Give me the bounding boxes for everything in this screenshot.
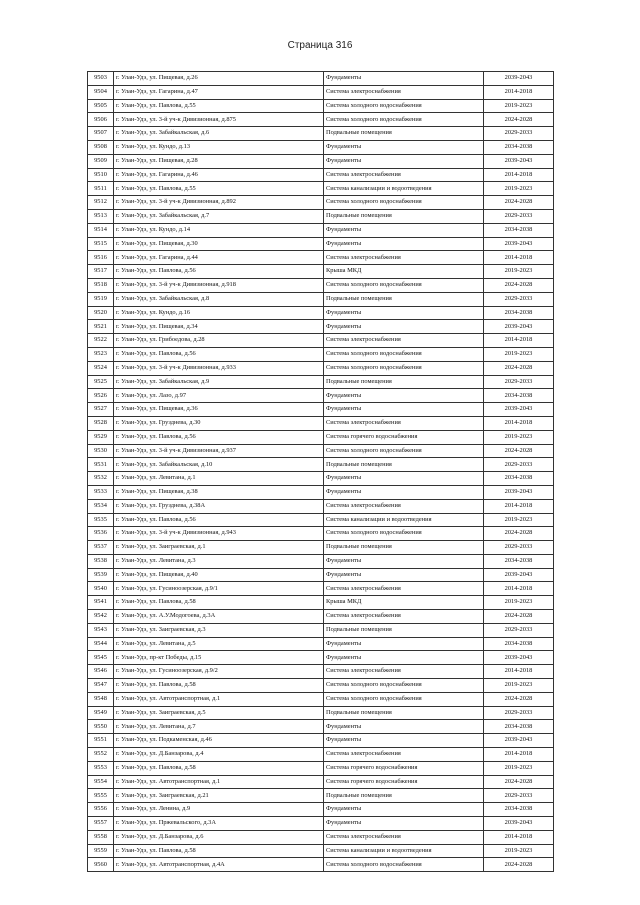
system-cell: Фундаменты [324, 223, 484, 237]
table-row [88, 430, 554, 444]
address-cell: г. Улан-Удэ, ул. Д.Банзарова, д.4 [114, 748, 324, 762]
table-row [88, 734, 554, 748]
row-number-cell: 9551 [88, 734, 114, 748]
address-cell: г. Улан-Удэ, ул. Пищевая, д.26 [114, 72, 324, 86]
table-row [88, 292, 554, 306]
row-number-cell: 9526 [88, 389, 114, 403]
row-number-cell: 9512 [88, 196, 114, 210]
table-row [88, 251, 554, 265]
period-cell: 2029-2033 [484, 292, 554, 306]
row-number-cell: 9559 [88, 844, 114, 858]
row-number-cell: 9510 [88, 168, 114, 182]
system-cell: Система канализации и водоотведения [324, 513, 484, 527]
system-cell: Система электроснабжения [324, 416, 484, 430]
system-cell: Система электроснабжения [324, 168, 484, 182]
period-cell: 2034-2038 [484, 306, 554, 320]
system-cell: Фундаменты [324, 140, 484, 154]
system-cell: Подвальные помещения [324, 127, 484, 141]
row-number-cell: 9554 [88, 775, 114, 789]
address-cell: г. Улан-Удэ, ул. 3-й уч-к Дивизионная, д.875 [114, 113, 324, 127]
address-cell: г. Улан-Удэ, ул. Кундо, д.13 [114, 140, 324, 154]
period-cell: 2024-2028 [484, 775, 554, 789]
row-number-cell: 9557 [88, 817, 114, 831]
system-cell: Система холодного водоснабжения [324, 99, 484, 113]
period-cell: 2039-2043 [484, 568, 554, 582]
period-cell: 2039-2043 [484, 403, 554, 417]
period-cell: 2019-2023 [484, 513, 554, 527]
period-cell: 2019-2023 [484, 430, 554, 444]
period-cell: 2024-2028 [484, 113, 554, 127]
period-cell: 2039-2043 [484, 817, 554, 831]
period-cell: 2014-2018 [484, 830, 554, 844]
period-cell: 2034-2038 [484, 637, 554, 651]
table-row [88, 748, 554, 762]
period-cell: 2024-2028 [484, 444, 554, 458]
row-number-cell: 9514 [88, 223, 114, 237]
period-cell: 2014-2018 [484, 582, 554, 596]
row-number-cell: 9534 [88, 499, 114, 513]
address-cell: г. Улан-Удэ, ул. А.У.Модогоева, д.3А [114, 610, 324, 624]
table-row [88, 389, 554, 403]
row-number-cell: 9522 [88, 334, 114, 348]
period-cell: 2039-2043 [484, 237, 554, 251]
address-cell: г. Улан-Удэ, ул. 3-й уч-к Дивизионная, д.933 [114, 361, 324, 375]
row-number-cell: 9537 [88, 541, 114, 555]
row-number-cell: 9515 [88, 237, 114, 251]
period-cell: 2029-2033 [484, 127, 554, 141]
row-number-cell: 9518 [88, 278, 114, 292]
period-cell: 2029-2033 [484, 458, 554, 472]
address-cell: г. Улан-Удэ, ул. Лазо, д.97 [114, 389, 324, 403]
system-cell: Система холодного водоснабжения [324, 692, 484, 706]
table-row [88, 568, 554, 582]
system-cell: Фундаменты [324, 485, 484, 499]
period-cell: 2039-2043 [484, 485, 554, 499]
period-cell: 2014-2018 [484, 251, 554, 265]
row-number-cell: 9505 [88, 99, 114, 113]
table-row [88, 209, 554, 223]
address-cell: г. Улан-Удэ, ул. Забайкальская, д.6 [114, 127, 324, 141]
table-row [88, 485, 554, 499]
table-row [88, 127, 554, 141]
period-cell: 2034-2038 [484, 554, 554, 568]
row-number-cell: 9548 [88, 692, 114, 706]
address-cell: г. Улан-Удэ, ул. Автотранспортная, д.1 [114, 775, 324, 789]
period-cell: 2034-2038 [484, 223, 554, 237]
row-number-cell: 9528 [88, 416, 114, 430]
table-row [88, 265, 554, 279]
table-row [88, 72, 554, 86]
row-number-cell: 9521 [88, 320, 114, 334]
period-cell: 2029-2033 [484, 706, 554, 720]
address-cell: г. Улан-Удэ, ул. Заиграевская, д.5 [114, 706, 324, 720]
system-cell: Система электроснабжения [324, 85, 484, 99]
address-cell: г. Улан-Удэ, ул. Павлова, д.58 [114, 761, 324, 775]
row-number-cell: 9549 [88, 706, 114, 720]
system-cell: Система электроснабжения [324, 499, 484, 513]
system-cell: Система горячего водоснабжения [324, 775, 484, 789]
system-cell: Система холодного водоснабжения [324, 858, 484, 872]
table-row [88, 444, 554, 458]
row-number-cell: 9509 [88, 154, 114, 168]
system-cell: Система горячего водоснабжения [324, 761, 484, 775]
period-cell: 2034-2038 [484, 803, 554, 817]
row-number-cell: 9556 [88, 803, 114, 817]
system-cell: Система холодного водоснабжения [324, 347, 484, 361]
table-row [88, 223, 554, 237]
period-cell: 2014-2018 [484, 168, 554, 182]
address-cell: г. Улан-Удэ, ул. Кундо, д.14 [114, 223, 324, 237]
row-number-cell: 9525 [88, 375, 114, 389]
system-cell: Система холодного водоснабжения [324, 196, 484, 210]
system-cell: Фундаменты [324, 320, 484, 334]
registry-table [87, 71, 554, 872]
address-cell: г. Улан-Удэ, ул. Заиграевская, д.21 [114, 789, 324, 803]
address-cell: г. Улан-Удэ, ул. Левитана, д.3 [114, 554, 324, 568]
row-number-cell: 9504 [88, 85, 114, 99]
period-cell: 2024-2028 [484, 278, 554, 292]
system-cell: Фундаменты [324, 72, 484, 86]
row-number-cell: 9558 [88, 830, 114, 844]
system-cell: Система электроснабжения [324, 610, 484, 624]
system-cell: Система холодного водоснабжения [324, 527, 484, 541]
row-number-cell: 9539 [88, 568, 114, 582]
period-cell: 2024-2028 [484, 196, 554, 210]
period-cell: 2014-2018 [484, 748, 554, 762]
system-cell: Фундаменты [324, 154, 484, 168]
system-cell: Система канализации и водоотведения [324, 182, 484, 196]
system-cell: Фундаменты [324, 568, 484, 582]
address-cell: г. Улан-Удэ, ул. Забайкальская, д.10 [114, 458, 324, 472]
table-row [88, 196, 554, 210]
table-row [88, 237, 554, 251]
row-number-cell: 9533 [88, 485, 114, 499]
address-cell: г. Улан-Удэ, ул. Гагарина, д.44 [114, 251, 324, 265]
table-row [88, 140, 554, 154]
table-row [88, 472, 554, 486]
system-cell: Система холодного водоснабжения [324, 361, 484, 375]
registry-table-body [88, 72, 554, 872]
address-cell: г. Улан-Удэ, ул. Гагарина, д.47 [114, 85, 324, 99]
row-number-cell: 9540 [88, 582, 114, 596]
system-cell: Система электроснабжения [324, 748, 484, 762]
row-number-cell: 9552 [88, 748, 114, 762]
row-number-cell: 9506 [88, 113, 114, 127]
system-cell: Система холодного водоснабжения [324, 113, 484, 127]
row-number-cell: 9544 [88, 637, 114, 651]
row-number-cell: 9529 [88, 430, 114, 444]
address-cell: г. Улан-Удэ, ул. Грузднева, д.30 [114, 416, 324, 430]
period-cell: 2019-2023 [484, 596, 554, 610]
system-cell: Система горячего водоснабжения [324, 430, 484, 444]
system-cell: Система холодного водоснабжения [324, 444, 484, 458]
table-row [88, 789, 554, 803]
period-cell: 2039-2043 [484, 734, 554, 748]
row-number-cell: 9516 [88, 251, 114, 265]
address-cell: г. Улан-Удэ, ул. Забайкальская, д.8 [114, 292, 324, 306]
row-number-cell: 9519 [88, 292, 114, 306]
system-cell: Система электроснабжения [324, 665, 484, 679]
system-cell: Фундаменты [324, 637, 484, 651]
address-cell: г. Улан-Удэ, ул. Павлова, д.58 [114, 679, 324, 693]
address-cell: г. Улан-Удэ, ул. Автотранспортная, д.4А [114, 858, 324, 872]
row-number-cell: 9507 [88, 127, 114, 141]
system-cell: Подвальные помещения [324, 706, 484, 720]
address-cell: г. Улан-Удэ, ул. 3-й уч-к Дивизионная, д.892 [114, 196, 324, 210]
system-cell: Фундаменты [324, 817, 484, 831]
system-cell: Система электроснабжения [324, 582, 484, 596]
table-row [88, 458, 554, 472]
table-row [88, 278, 554, 292]
table-row [88, 692, 554, 706]
table-row [88, 416, 554, 430]
period-cell: 2019-2023 [484, 761, 554, 775]
address-cell: г. Улан-Удэ, ул. Заиграевская, д.1 [114, 541, 324, 555]
period-cell: 2039-2043 [484, 154, 554, 168]
row-number-cell: 9524 [88, 361, 114, 375]
table-row [88, 817, 554, 831]
address-cell: г. Улан-Удэ, ул. Пищевая, д.36 [114, 403, 324, 417]
address-cell: г. Улан-Удэ, ул. Павлова, д.56 [114, 430, 324, 444]
row-number-cell: 9545 [88, 651, 114, 665]
table-row [88, 610, 554, 624]
table-row [88, 527, 554, 541]
address-cell: г. Улан-Удэ, ул. Подкаменская, д.46 [114, 734, 324, 748]
period-cell: 2024-2028 [484, 361, 554, 375]
address-cell: г. Улан-Удэ, ул. Павлова, д.55 [114, 99, 324, 113]
address-cell: г. Улан-Удэ, ул. Д.Банзарова, д.6 [114, 830, 324, 844]
table-row [88, 513, 554, 527]
table-row [88, 320, 554, 334]
system-cell: Крыша МКД [324, 265, 484, 279]
row-number-cell: 9503 [88, 72, 114, 86]
address-cell: г. Улан-Удэ, пр-кт Победы, д.15 [114, 651, 324, 665]
period-cell: 2019-2023 [484, 182, 554, 196]
system-cell: Подвальные помещения [324, 458, 484, 472]
table-row [88, 623, 554, 637]
period-cell: 2039-2043 [484, 651, 554, 665]
period-cell: 2034-2038 [484, 720, 554, 734]
row-number-cell: 9542 [88, 610, 114, 624]
address-cell: г. Улан-Удэ, ул. Грузднева, д.38А [114, 499, 324, 513]
page-header: Страница 316 [287, 40, 353, 51]
address-cell: г. Улан-Удэ, ул. 3-й уч-к Дивизионная, д.943 [114, 527, 324, 541]
table-row [88, 99, 554, 113]
table-row [88, 582, 554, 596]
system-cell: Фундаменты [324, 389, 484, 403]
system-cell: Крыша МКД [324, 596, 484, 610]
system-cell: Система холодного водоснабжения [324, 679, 484, 693]
address-cell: г. Улан-Удэ, ул. Павлова, д.56 [114, 513, 324, 527]
table-row [88, 720, 554, 734]
address-cell: г. Улан-Удэ, ул. Пржевальского, д.3А [114, 817, 324, 831]
system-cell: Система холодного водоснабжения [324, 278, 484, 292]
period-cell: 2014-2018 [484, 334, 554, 348]
period-cell: 2024-2028 [484, 692, 554, 706]
table-row [88, 403, 554, 417]
table-row [88, 541, 554, 555]
period-cell: 2014-2018 [484, 499, 554, 513]
table-row [88, 554, 554, 568]
system-cell: Фундаменты [324, 554, 484, 568]
address-cell: г. Улан-Удэ, ул. Пищевая, д.38 [114, 485, 324, 499]
period-cell: 2019-2023 [484, 347, 554, 361]
address-cell: г. Улан-Удэ, ул. Гусиноозерская, д.9/1 [114, 582, 324, 596]
address-cell: г. Улан-Удэ, ул. Левитана, д.7 [114, 720, 324, 734]
period-cell: 2019-2023 [484, 265, 554, 279]
period-cell: 2014-2018 [484, 85, 554, 99]
period-cell: 2024-2028 [484, 527, 554, 541]
system-cell: Система электроснабжения [324, 251, 484, 265]
period-cell: 2029-2033 [484, 375, 554, 389]
period-cell: 2039-2043 [484, 320, 554, 334]
address-cell: г. Улан-Удэ, ул. Забайкальская, д.9 [114, 375, 324, 389]
address-cell: г. Улан-Удэ, ул. Левитана, д.5 [114, 637, 324, 651]
address-cell: г. Улан-Удэ, ул. Пищевая, д.28 [114, 154, 324, 168]
system-cell: Подвальные помещения [324, 789, 484, 803]
table-row [88, 651, 554, 665]
system-cell: Подвальные помещения [324, 623, 484, 637]
system-cell: Подвальные помещения [324, 292, 484, 306]
system-cell: Фундаменты [324, 651, 484, 665]
period-cell: 2019-2023 [484, 99, 554, 113]
address-cell: г. Улан-Удэ, ул. Пищевая, д.34 [114, 320, 324, 334]
period-cell: 2024-2028 [484, 610, 554, 624]
system-cell: Фундаменты [324, 720, 484, 734]
period-cell: 2014-2018 [484, 665, 554, 679]
period-cell: 2014-2018 [484, 416, 554, 430]
system-cell: Фундаменты [324, 237, 484, 251]
table-row [88, 306, 554, 320]
table-row [88, 347, 554, 361]
table-row [88, 706, 554, 720]
address-cell: г. Улан-Удэ, ул. Гусиноозерская, д.9/2 [114, 665, 324, 679]
system-cell: Система канализации и водоотведения [324, 844, 484, 858]
address-cell: г. Улан-Удэ, ул. Ленина, д.9 [114, 803, 324, 817]
period-cell: 2029-2033 [484, 789, 554, 803]
row-number-cell: 9560 [88, 858, 114, 872]
table-row [88, 154, 554, 168]
table-row [88, 761, 554, 775]
period-cell: 2019-2023 [484, 679, 554, 693]
address-cell: г. Улан-Удэ, ул. Кундо, д.16 [114, 306, 324, 320]
row-number-cell: 9535 [88, 513, 114, 527]
address-cell: г. Улан-Удэ, ул. Павлова, д.56 [114, 347, 324, 361]
system-cell: Подвальные помещения [324, 541, 484, 555]
address-cell: г. Улан-Удэ, ул. Автотранспортная, д.1 [114, 692, 324, 706]
row-number-cell: 9541 [88, 596, 114, 610]
period-cell: 2029-2033 [484, 209, 554, 223]
table-row [88, 113, 554, 127]
system-cell: Система электроснабжения [324, 830, 484, 844]
address-cell: г. Улан-Удэ, ул. 3-й уч-к Дивизионная, д.918 [114, 278, 324, 292]
row-number-cell: 9531 [88, 458, 114, 472]
row-number-cell: 9555 [88, 789, 114, 803]
table-row [88, 85, 554, 99]
table-row [88, 596, 554, 610]
period-cell: 2024-2028 [484, 858, 554, 872]
row-number-cell: 9550 [88, 720, 114, 734]
table-row [88, 168, 554, 182]
row-number-cell: 9543 [88, 623, 114, 637]
table-row [88, 499, 554, 513]
table-row [88, 679, 554, 693]
address-cell: г. Улан-Удэ, ул. Пищевая, д.40 [114, 568, 324, 582]
table-row [88, 858, 554, 872]
row-number-cell: 9517 [88, 265, 114, 279]
system-cell: Фундаменты [324, 803, 484, 817]
table-row [88, 361, 554, 375]
address-cell: г. Улан-Удэ, ул. Грибоедова, д.28 [114, 334, 324, 348]
table-row [88, 637, 554, 651]
system-cell: Фундаменты [324, 472, 484, 486]
row-number-cell: 9520 [88, 306, 114, 320]
address-cell: г. Улан-Удэ, ул. Павлова, д.56 [114, 265, 324, 279]
system-cell: Подвальные помещения [324, 375, 484, 389]
row-number-cell: 9538 [88, 554, 114, 568]
row-number-cell: 9547 [88, 679, 114, 693]
system-cell: Фундаменты [324, 734, 484, 748]
table-row [88, 844, 554, 858]
system-cell: Фундаменты [324, 403, 484, 417]
row-number-cell: 9523 [88, 347, 114, 361]
table-row [88, 830, 554, 844]
address-cell: г. Улан-Удэ, ул. Левитана, д.1 [114, 472, 324, 486]
table-row [88, 775, 554, 789]
row-number-cell: 9536 [88, 527, 114, 541]
address-cell: г. Улан-Удэ, ул. Пищевая, д.30 [114, 237, 324, 251]
period-cell: 2029-2033 [484, 541, 554, 555]
table-row [88, 665, 554, 679]
table-row [88, 334, 554, 348]
row-number-cell: 9546 [88, 665, 114, 679]
address-cell: г. Улан-Удэ, ул. Забайкальская, д.7 [114, 209, 324, 223]
address-cell: г. Улан-Удэ, ул. 3-й уч-к Дивизионная, д.937 [114, 444, 324, 458]
row-number-cell: 9527 [88, 403, 114, 417]
system-cell: Система электроснабжения [324, 334, 484, 348]
period-cell: 2034-2038 [484, 389, 554, 403]
period-cell: 2029-2033 [484, 623, 554, 637]
row-number-cell: 9508 [88, 140, 114, 154]
period-cell: 2019-2023 [484, 844, 554, 858]
table-row [88, 375, 554, 389]
address-cell: г. Улан-Удэ, ул. Павлова, д.58 [114, 596, 324, 610]
row-number-cell: 9532 [88, 472, 114, 486]
period-cell: 2039-2043 [484, 72, 554, 86]
address-cell: г. Улан-Удэ, ул. Павлова, д.58 [114, 844, 324, 858]
row-number-cell: 9511 [88, 182, 114, 196]
period-cell: 2034-2038 [484, 472, 554, 486]
address-cell: г. Улан-Удэ, ул. Павлова, д.55 [114, 182, 324, 196]
row-number-cell: 9513 [88, 209, 114, 223]
period-cell: 2034-2038 [484, 140, 554, 154]
table-row [88, 182, 554, 196]
row-number-cell: 9530 [88, 444, 114, 458]
system-cell: Фундаменты [324, 306, 484, 320]
table-row [88, 803, 554, 817]
address-cell: г. Улан-Удэ, ул. Заиграевская, д.3 [114, 623, 324, 637]
row-number-cell: 9553 [88, 761, 114, 775]
system-cell: Подвальные помещения [324, 209, 484, 223]
address-cell: г. Улан-Удэ, ул. Гагарина, д.46 [114, 168, 324, 182]
